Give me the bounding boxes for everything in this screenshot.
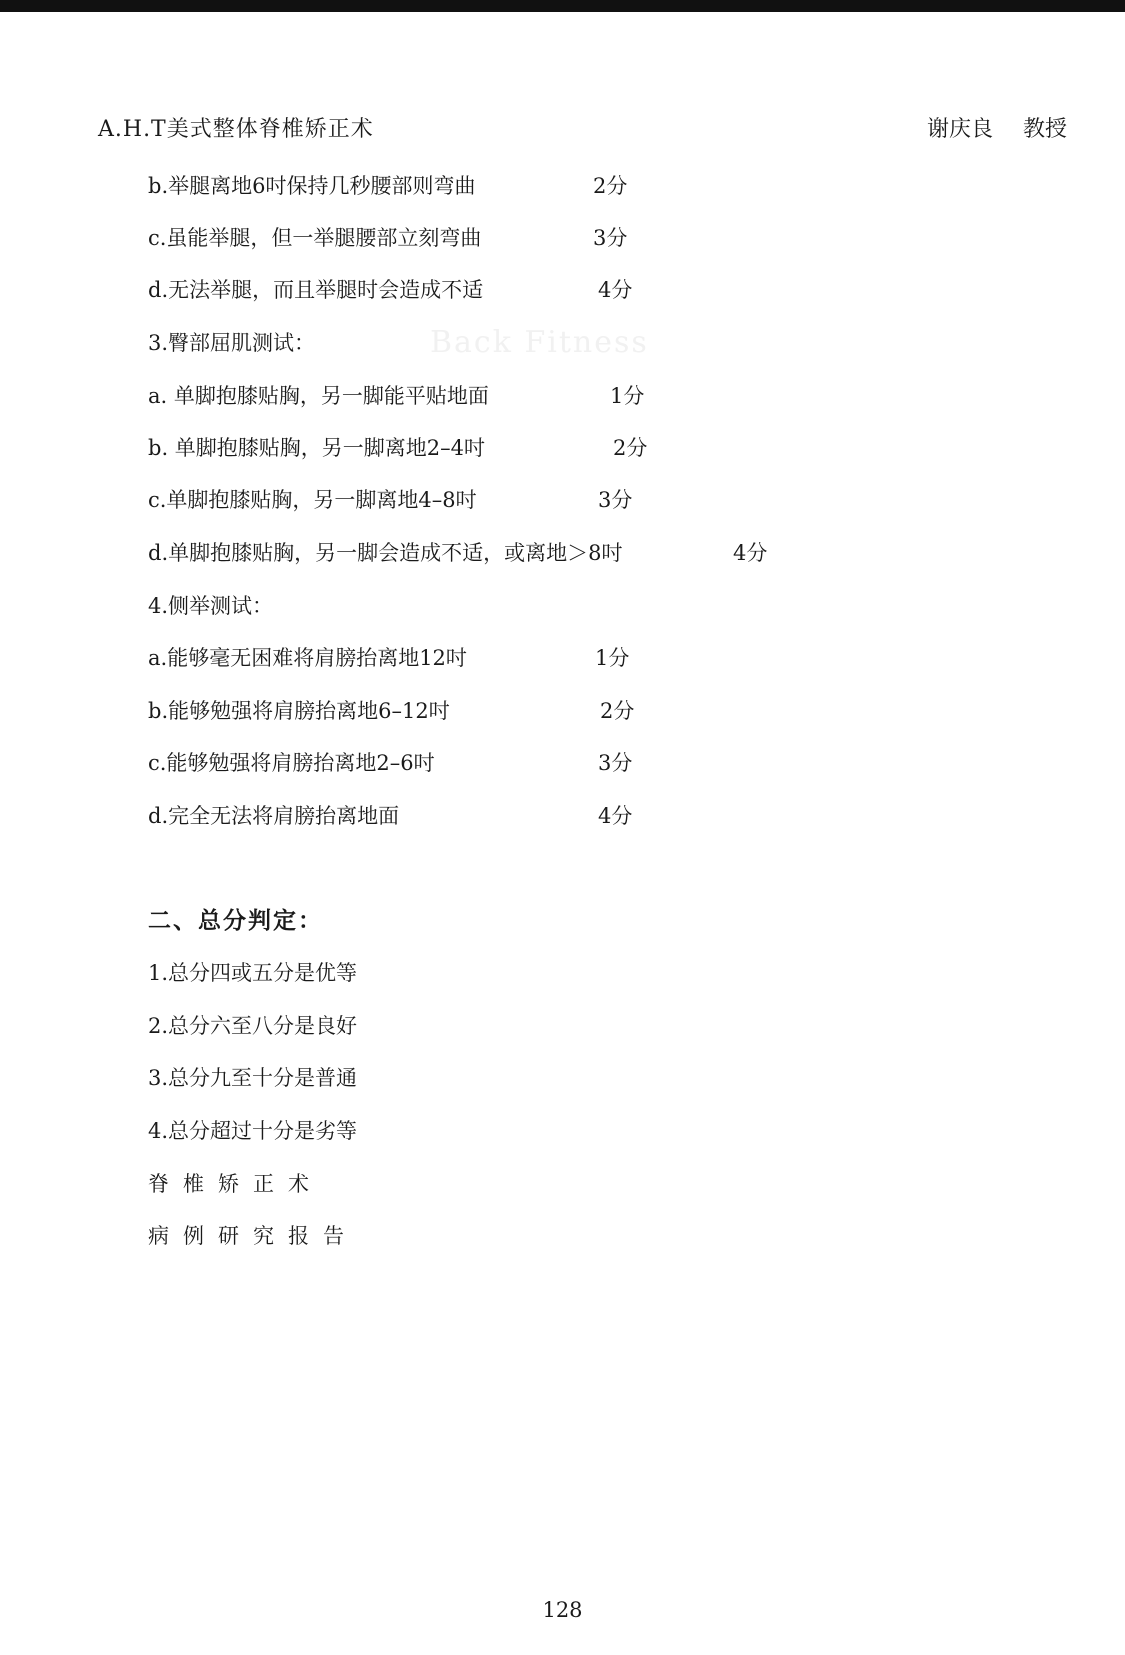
bleed-through-text: Back Fitness	[430, 325, 649, 360]
running-header-title: A.H.T美式整体脊椎矫正术	[98, 117, 374, 142]
section-heading: 二、总分判定：	[148, 907, 323, 934]
item-score: 3分	[598, 488, 633, 512]
item-text: 3.臀部屈肌测试：	[148, 331, 316, 355]
item-text: 脊椎矫正术	[148, 1172, 323, 1196]
item-text: 4.侧举测试：	[148, 594, 274, 618]
item-text: c.虽能举腿，但一举腿腰部立刻弯曲	[148, 226, 482, 250]
item-text: 病例研究报告	[148, 1224, 358, 1248]
item-score: 2分	[593, 174, 628, 198]
author-role: 教授	[1022, 117, 1067, 142]
item-text: c.单脚抱膝贴胸，另一脚离地4–8吋	[148, 488, 477, 512]
item-text: c.能够勉强将肩膀抬离地2–6吋	[148, 751, 435, 775]
item-text: b.举腿离地6吋保持几秒腰部则弯曲	[148, 174, 476, 198]
item-text: 1.总分四或五分是优等	[148, 961, 358, 985]
item-score: 2分	[600, 699, 635, 723]
item-text: 2.总分六至八分是良好	[148, 1014, 358, 1038]
item-score: 4分	[733, 541, 768, 565]
running-header-author	[927, 112, 1067, 143]
item-score: 1分	[595, 646, 630, 670]
item-text: a. 单脚抱膝贴胸，另一脚能平贴地面	[148, 384, 489, 408]
item-score: 4分	[598, 804, 633, 828]
item-score: 3分	[598, 751, 633, 775]
item-text: 4.总分超过十分是劣等	[148, 1119, 358, 1143]
page-number: 128	[542, 1598, 583, 1622]
item-text: d.完全无法将肩膀抬离地面	[148, 804, 400, 828]
item-score: 2分	[613, 436, 648, 460]
item-score: 1分	[610, 384, 645, 408]
item-score: 4分	[598, 278, 633, 302]
item-text: a.能够毫无困难将肩膀抬离地12吋	[148, 646, 467, 670]
scan-top-border	[0, 0, 1125, 12]
item-score: 3分	[593, 226, 628, 250]
item-text: 3.总分九至十分是普通	[148, 1066, 358, 1090]
author-name: 谢庆良	[926, 117, 993, 142]
item-text: d.无法举腿，而且举腿时会造成不适	[148, 278, 484, 302]
item-text: b. 单脚抱膝贴胸，另一脚离地2–4吋	[148, 436, 486, 460]
item-text: d.单脚抱膝贴胸，另一脚会造成不适，或离地＞8吋	[148, 541, 623, 565]
item-text: b.能够勉强将肩膀抬离地6–12吋	[148, 699, 450, 723]
